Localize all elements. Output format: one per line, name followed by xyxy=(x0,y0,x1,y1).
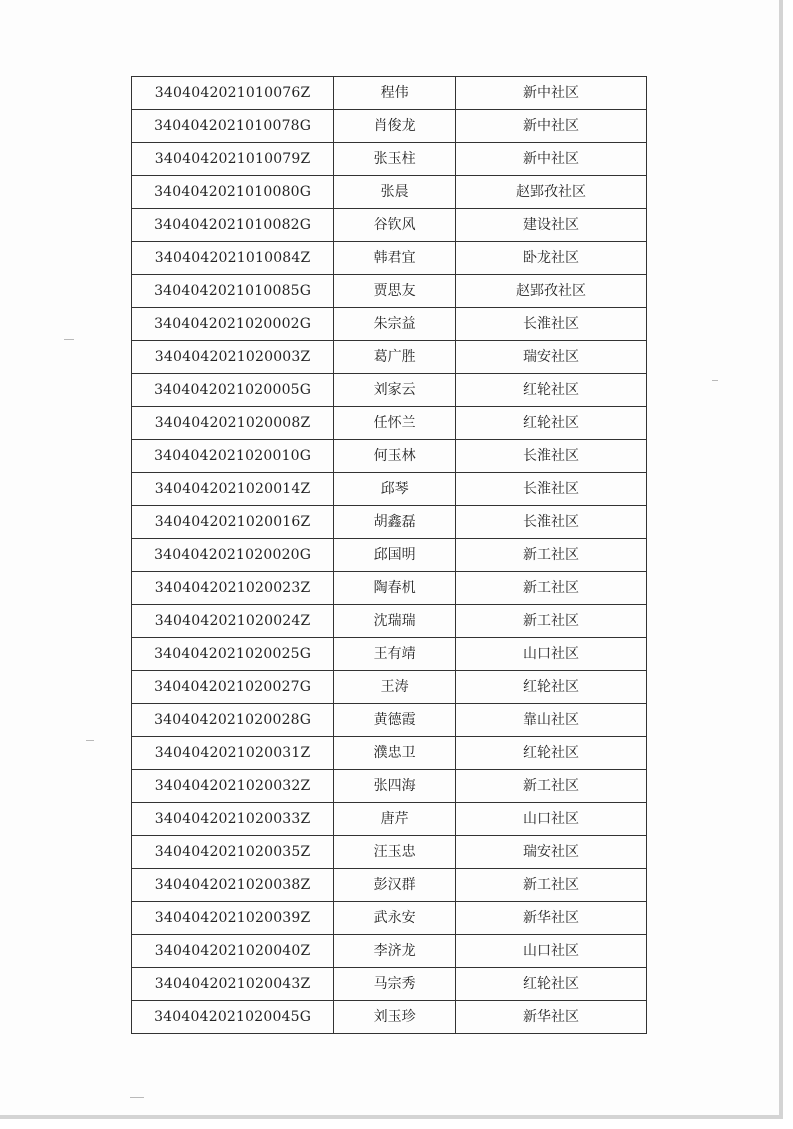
cell-name: 张玉柱 xyxy=(334,143,456,176)
cell-id-number: 3404042021020033Z xyxy=(132,803,334,836)
table-row xyxy=(132,341,647,374)
cell-community: 新工社区 xyxy=(455,869,646,902)
cell-id-number: 3404042021010080G xyxy=(132,176,334,209)
table-row xyxy=(132,374,647,407)
cell-name: 李济龙 xyxy=(334,935,456,968)
cell-name: 韩君宜 xyxy=(334,242,456,275)
table-row xyxy=(132,440,647,473)
cell-id-number: 3404042021020040Z xyxy=(132,935,334,968)
cell-name: 张四海 xyxy=(334,770,456,803)
cell-community: 新华社区 xyxy=(455,902,646,935)
cell-name: 邱琴 xyxy=(334,473,456,506)
scan-speck xyxy=(130,1097,144,1098)
scan-speck xyxy=(86,740,94,741)
cell-id-number: 3404042021020008Z xyxy=(132,407,334,440)
table-row xyxy=(132,77,647,110)
cell-id-number: 3404042021010085G xyxy=(132,275,334,308)
table-row xyxy=(132,638,647,671)
cell-community: 长淮社区 xyxy=(455,506,646,539)
cell-id-number: 3404042021020002G xyxy=(132,308,334,341)
cell-name: 沈瑞瑞 xyxy=(334,605,456,638)
cell-name: 黄德霞 xyxy=(334,704,456,737)
cell-id-number: 3404042021020023Z xyxy=(132,572,334,605)
table-row xyxy=(132,209,647,242)
cell-name: 刘家云 xyxy=(334,374,456,407)
scan-speck xyxy=(712,380,718,381)
roster-table-body xyxy=(132,77,647,1034)
cell-name: 葛广胜 xyxy=(334,341,456,374)
cell-name: 程伟 xyxy=(334,77,456,110)
table-row xyxy=(132,275,647,308)
cell-id-number: 3404042021020038Z xyxy=(132,869,334,902)
cell-name: 刘玉珍 xyxy=(334,1001,456,1034)
cell-community: 红轮社区 xyxy=(455,737,646,770)
cell-community: 新中社区 xyxy=(455,110,646,143)
cell-community: 新工社区 xyxy=(455,539,646,572)
cell-community: 新中社区 xyxy=(455,77,646,110)
cell-community: 长淮社区 xyxy=(455,440,646,473)
cell-id-number: 3404042021010078G xyxy=(132,110,334,143)
cell-community: 山口社区 xyxy=(455,638,646,671)
cell-name: 贾思友 xyxy=(334,275,456,308)
table-row xyxy=(132,539,647,572)
cell-id-number: 3404042021020005G xyxy=(132,374,334,407)
cell-id-number: 3404042021020032Z xyxy=(132,770,334,803)
roster-table xyxy=(131,76,647,1034)
table-row xyxy=(132,737,647,770)
cell-name: 张晨 xyxy=(334,176,456,209)
cell-community: 红轮社区 xyxy=(455,671,646,704)
cell-name: 陶春机 xyxy=(334,572,456,605)
table-row xyxy=(132,968,647,1001)
table-row xyxy=(132,407,647,440)
cell-community: 建设社区 xyxy=(455,209,646,242)
cell-id-number: 3404042021020028G xyxy=(132,704,334,737)
table-row xyxy=(132,110,647,143)
cell-name: 朱宗益 xyxy=(334,308,456,341)
cell-id-number: 3404042021020016Z xyxy=(132,506,334,539)
cell-name: 濮忠卫 xyxy=(334,737,456,770)
cell-name: 汪玉忠 xyxy=(334,836,456,869)
cell-name: 邱国明 xyxy=(334,539,456,572)
cell-id-number: 3404042021020014Z xyxy=(132,473,334,506)
cell-community: 新华社区 xyxy=(455,1001,646,1034)
cell-community: 瑞安社区 xyxy=(455,341,646,374)
cell-community: 新工社区 xyxy=(455,605,646,638)
cell-id-number: 3404042021020039Z xyxy=(132,902,334,935)
cell-id-number: 3404042021020031Z xyxy=(132,737,334,770)
cell-community: 新工社区 xyxy=(455,770,646,803)
cell-community: 长淮社区 xyxy=(455,473,646,506)
cell-name: 武永安 xyxy=(334,902,456,935)
cell-id-number: 3404042021010076Z xyxy=(132,77,334,110)
cell-name: 马宗秀 xyxy=(334,968,456,1001)
table-row xyxy=(132,935,647,968)
table-row xyxy=(132,143,647,176)
cell-name: 胡鑫磊 xyxy=(334,506,456,539)
cell-id-number: 3404042021020020G xyxy=(132,539,334,572)
table-row xyxy=(132,506,647,539)
cell-community: 瑞安社区 xyxy=(455,836,646,869)
table-row xyxy=(132,176,647,209)
cell-community: 卧龙社区 xyxy=(455,242,646,275)
cell-id-number: 3404042021020003Z xyxy=(132,341,334,374)
cell-community: 山口社区 xyxy=(455,935,646,968)
table-row xyxy=(132,770,647,803)
cell-community: 新工社区 xyxy=(455,572,646,605)
cell-community: 新中社区 xyxy=(455,143,646,176)
cell-id-number: 3404042021020027G xyxy=(132,671,334,704)
cell-community: 赵郢孜社区 xyxy=(455,176,646,209)
cell-community: 山口社区 xyxy=(455,803,646,836)
table-row xyxy=(132,242,647,275)
cell-id-number: 3404042021020025G xyxy=(132,638,334,671)
table-row xyxy=(132,671,647,704)
cell-name: 肖俊龙 xyxy=(334,110,456,143)
cell-community: 赵郢孜社区 xyxy=(455,275,646,308)
cell-id-number: 3404042021010079Z xyxy=(132,143,334,176)
cell-id-number: 3404042021020035Z xyxy=(132,836,334,869)
scan-speck xyxy=(64,339,74,340)
table-row xyxy=(132,836,647,869)
cell-community: 靠山社区 xyxy=(455,704,646,737)
cell-name: 唐芹 xyxy=(334,803,456,836)
table-row xyxy=(132,704,647,737)
cell-id-number: 3404042021020045G xyxy=(132,1001,334,1034)
cell-name: 谷钦风 xyxy=(334,209,456,242)
cell-name: 彭汉群 xyxy=(334,869,456,902)
table-row xyxy=(132,605,647,638)
table-row xyxy=(132,1001,647,1034)
table-row xyxy=(132,803,647,836)
cell-name: 何玉林 xyxy=(334,440,456,473)
table-row xyxy=(132,572,647,605)
cell-id-number: 3404042021010084Z xyxy=(132,242,334,275)
cell-id-number: 3404042021010082G xyxy=(132,209,334,242)
cell-name: 王涛 xyxy=(334,671,456,704)
cell-id-number: 3404042021020010G xyxy=(132,440,334,473)
table-row xyxy=(132,308,647,341)
cell-community: 红轮社区 xyxy=(455,968,646,1001)
cell-id-number: 3404042021020043Z xyxy=(132,968,334,1001)
table-row xyxy=(132,473,647,506)
cell-name: 王有靖 xyxy=(334,638,456,671)
table-row xyxy=(132,869,647,902)
cell-name: 任怀兰 xyxy=(334,407,456,440)
cell-community: 红轮社区 xyxy=(455,407,646,440)
cell-id-number: 3404042021020024Z xyxy=(132,605,334,638)
table-row xyxy=(132,902,647,935)
cell-community: 长淮社区 xyxy=(455,308,646,341)
cell-community: 红轮社区 xyxy=(455,374,646,407)
